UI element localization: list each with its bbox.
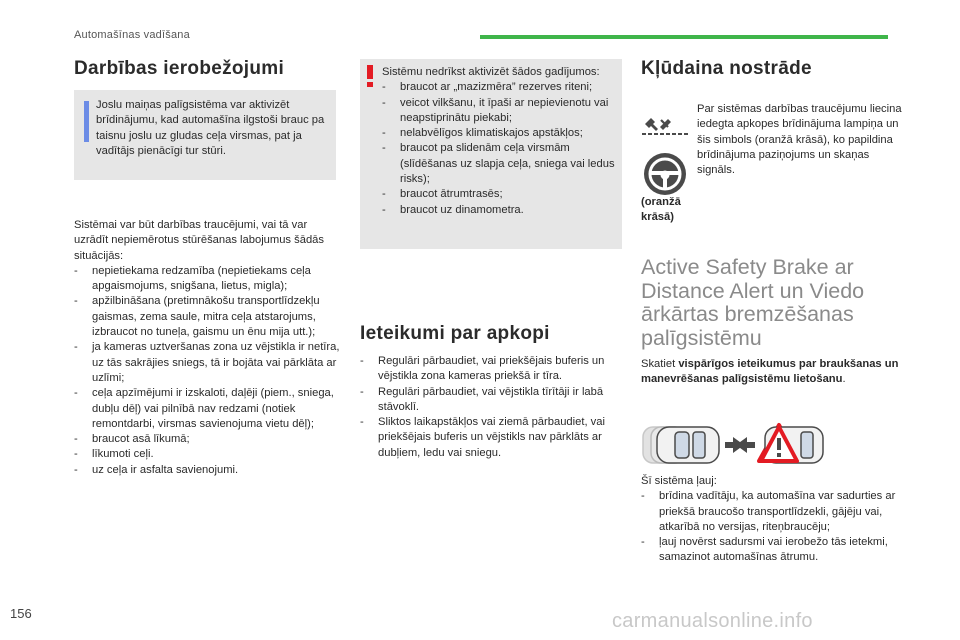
list-item: - braucot uz dinamometra. <box>382 203 618 218</box>
see-prefix: Skatiet <box>641 358 679 370</box>
list-item: - ļauj novērst sadursmi vai ierobežo tās ietekmi, samazinot automašīnas ātrumu. <box>641 535 909 566</box>
watermark: carmanualsonline.info <box>612 610 813 632</box>
fault-text: Par sistēmas darbības traucējumu liecina iedegta apkopes brīdinājuma lampiņa un šis simbols (oranžā krāsā), ko papildina brīdinājuma paziņojums un skaņas signāls. <box>697 103 902 177</box>
lane-fault-icon <box>641 117 689 137</box>
info-box <box>74 90 336 180</box>
system-body <box>641 474 909 566</box>
section-label: Automašīnas vadīšana <box>74 29 190 41</box>
limits-title: Darbības ierobežojumi <box>74 58 285 79</box>
list-item: - nelabvēlīgos klimatiskajos apstākļos; <box>382 126 618 141</box>
info-icon <box>84 101 89 142</box>
list-item: - braucot pa slidenām ceļa virsmām (slīdēšanas uz slapja ceļa, sniega vai ledus risks); <box>382 141 618 187</box>
info-text: Joslu maiņas palīgsistēma var aktivizēt brīdinājumu, kad automašīna ilgstoši brauc pa taisnu joslu uz gludas ceļa virsmas, pat ja vadītājs pienācīgi tur stūri. <box>96 99 325 157</box>
advice-list <box>360 354 628 461</box>
limits-body <box>74 218 342 478</box>
list-item: - uz ceļa ir asfalta savienojumi. <box>74 463 342 478</box>
list-item: - Sliktos laikapstākļos vai ziemā pārbaudiet, vai priekšējais buferis un vējstikls nav pārklāts ar dubļiem, ledu vai sniegu. <box>360 415 628 461</box>
asb-illustration <box>641 421 831 469</box>
limits-list <box>74 264 342 478</box>
fault-title: Kļūdaina nostrāde <box>641 58 812 79</box>
list-item: - braucot ar „mazizmēra” rezerves riteni; <box>382 80 618 95</box>
see-recommendations <box>641 357 909 388</box>
list-item: - veicot vilkšanu, it īpaši ar nepievienotu vai neapstiprinātu piekabi; <box>382 96 618 127</box>
warning-list <box>382 80 618 218</box>
asb-title: Active Safety Brake ar Distance Alert un Viedo ārkārtas bremzēšanas palīgsistēmu <box>641 255 865 350</box>
list-item: - nepietiekama redzamība (nepietiekams ceļa apgaismojums, snigšana, lietus, migla); <box>74 264 342 295</box>
system-list <box>641 489 909 565</box>
warning-icon <box>367 65 373 87</box>
page-number: 156 <box>10 606 32 621</box>
list-item: - braucot ātrumtrasēs; <box>382 187 618 202</box>
warning-intro: Sistēmu nedrīkst aktivizēt šādos gadījumos: <box>382 66 600 78</box>
warning-text <box>382 65 618 218</box>
list-item: - brīdina vadītāju, ka automašīna var sadurties ar priekšā braucošo transportlīdzekli, gājēju vai, atkarībā no versijas, riteņbraucēju; <box>641 489 909 535</box>
system-intro: Šī sistēma ļauj: <box>641 475 717 487</box>
see-link-text: vispārīgos ieteikumus par braukšanas un manevrēšanas palīgsistēmu lietošanu <box>641 358 899 386</box>
list-item: - līkumoti ceļi. <box>74 447 342 462</box>
steering-wheel-icon <box>644 153 686 195</box>
list-item: - braucot asā līkumā; <box>74 432 342 447</box>
advice-body <box>360 354 628 461</box>
see-suffix: . <box>842 373 846 386</box>
list-item: - ceļa apzīmējumi ir izskaloti, daļēji (piem., sniega, dubļu dēļ) vai pilnībā nav redzami (notiek remontdarbi, virsmas savienojuma vietu dēļ); <box>74 386 342 432</box>
list-item: - ja kameras uztveršanas zona uz vējstikla ir netīra, uz tās sakrājies sniegs, tā ir bojāta vai pārklāta ar uzlīmi; <box>74 340 342 386</box>
list-item: - apžilbināšana (pretimnākošu transportlīdzekļu gaismas, zema saule, mitra ceļa atstarojums, izbraucot no tuneļa, gaismu un ēnu mija utt.); <box>74 294 342 340</box>
header-accent-bar <box>480 35 888 39</box>
list-item: - Regulāri pārbaudiet, vai priekšējais buferis un vējstikla zona kameras priekšā ir tīra. <box>360 354 628 385</box>
list-item: - Regulāri pārbaudiet, vai vējstikla tīrītāji ir labā stāvoklī. <box>360 385 628 416</box>
icon-caption: (oranžā krāsā) <box>641 196 681 224</box>
limits-intro: Sistēmai var būt darbības traucējumi, vai tā var uzrādīt nepiemērotus stūrēšanas labojumus šādās situācijās: <box>74 219 324 262</box>
warning-box <box>360 59 622 249</box>
advice-title: Ieteikumi par apkopi <box>360 323 550 344</box>
